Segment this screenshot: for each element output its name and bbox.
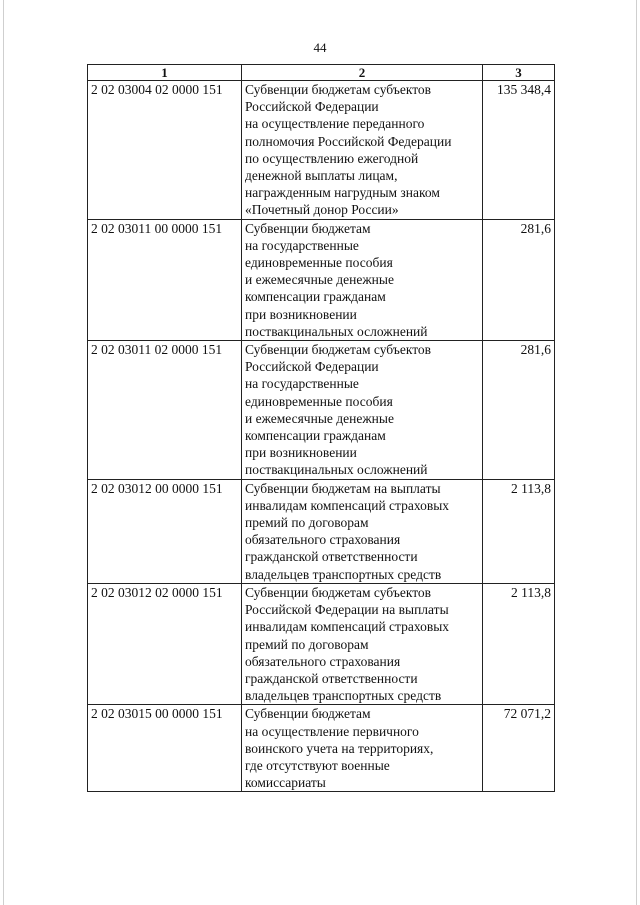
table-row xyxy=(88,219,555,340)
description-line: инвалидам компенсаций страховых xyxy=(245,619,450,635)
description-line: премий по договорам xyxy=(245,515,369,531)
column-header-amount: 3 xyxy=(483,65,555,81)
table-row xyxy=(88,705,555,792)
description-line: Субвенции бюджетам субъектов xyxy=(245,82,432,97)
budget-table xyxy=(87,64,555,792)
description-line: Субвенции бюджетам xyxy=(245,706,371,722)
table-row xyxy=(88,583,555,704)
description-line: и ежемесячные денежные xyxy=(245,272,394,288)
description-line: владельцев транспортных средств xyxy=(245,688,442,704)
table-row xyxy=(88,341,555,480)
amount-cell: 2 113,8 xyxy=(483,479,555,583)
budget-code-cell: 2 02 03012 00 0000 151 xyxy=(88,479,242,583)
description-line: премий по договорам xyxy=(245,636,369,652)
description-cell xyxy=(242,219,483,340)
page-edge-left xyxy=(3,0,4,905)
amount-cell: 2 113,8 xyxy=(483,583,555,704)
description-line: воинского учета на территориях, xyxy=(245,740,434,756)
table-row xyxy=(88,479,555,583)
description-line: на государственные xyxy=(245,237,359,253)
description-cell xyxy=(242,341,483,480)
description-line: поствакцинальных осложнений xyxy=(245,323,428,339)
table-body xyxy=(88,81,555,792)
amount-cell: 135 348,4 xyxy=(483,81,555,220)
table-row xyxy=(88,81,555,220)
description-line: Субвенции бюджетам субъектов xyxy=(245,342,432,358)
amount-cell: 281,6 xyxy=(483,219,555,340)
description-line: Субвенции бюджетам субъектов xyxy=(245,584,432,600)
description-line: «Почетный донор России» xyxy=(245,202,399,218)
description-line: при возникновении xyxy=(245,306,357,322)
page-edge-right xyxy=(636,0,637,905)
description-cell xyxy=(242,81,483,220)
column-header-code: 1 xyxy=(88,65,242,81)
table-header-row xyxy=(88,65,555,81)
budget-code-cell: 2 02 03012 02 0000 151 xyxy=(88,583,242,704)
description-line: гражданской ответственности xyxy=(245,549,418,565)
amount-cell: 281,6 xyxy=(483,341,555,480)
column-header-description: 2 xyxy=(242,65,483,81)
budget-code-cell: 2 02 03015 00 0000 151 xyxy=(88,705,242,792)
description-line: единовременные пособия xyxy=(245,393,393,409)
description-line: на государственные xyxy=(245,376,359,392)
description-line: где отсутствуют военные xyxy=(245,757,390,773)
description-line: компенсации гражданам xyxy=(245,428,386,444)
description-line: гражданской ответственности xyxy=(245,670,418,686)
description-cell xyxy=(242,705,483,792)
description-line: на осуществление переданного xyxy=(245,116,425,132)
page-number: 44 xyxy=(313,40,327,55)
description-line: комиссариаты xyxy=(245,775,326,791)
description-line: компенсации гражданам xyxy=(245,289,386,305)
description-line: и ежемесячные денежные xyxy=(245,410,394,426)
description-line: владельцев транспортных средств xyxy=(245,566,442,582)
description-line: инвалидам компенсаций страховых xyxy=(245,497,450,513)
description-line: обязательного страхования xyxy=(245,532,401,548)
budget-code-cell: 2 02 03011 02 0000 151 xyxy=(88,341,242,480)
description-line: полномочия Российской Федерации xyxy=(245,133,452,149)
description-line: при возникновении xyxy=(245,445,357,461)
description-line: награжденным нагрудным знаком xyxy=(245,185,440,201)
description-line: Российской Федерации xyxy=(245,99,379,115)
description-line: на осуществление первичного xyxy=(245,723,419,739)
description-line: денежной выплаты лицам, xyxy=(245,168,398,184)
budget-code-cell: 2 02 03004 02 0000 151 xyxy=(88,81,242,220)
budget-code-cell: 2 02 03011 00 0000 151 xyxy=(88,219,242,340)
description-line: Субвенции бюджетам xyxy=(245,220,371,236)
description-line: Субвенции бюджетам на выплаты xyxy=(245,480,441,496)
description-cell xyxy=(242,479,483,583)
description-line: обязательного страхования xyxy=(245,653,401,669)
amount-cell: 72 071,2 xyxy=(483,705,555,792)
description-line: Российской Федерации на выплаты xyxy=(245,602,449,618)
description-line: единовременные пособия xyxy=(245,255,393,271)
description-cell xyxy=(242,583,483,704)
description-line: поствакцинальных осложнений xyxy=(245,462,428,478)
description-line: Российской Федерации xyxy=(245,359,379,375)
description-line: по осуществлению ежегодной xyxy=(245,150,419,166)
